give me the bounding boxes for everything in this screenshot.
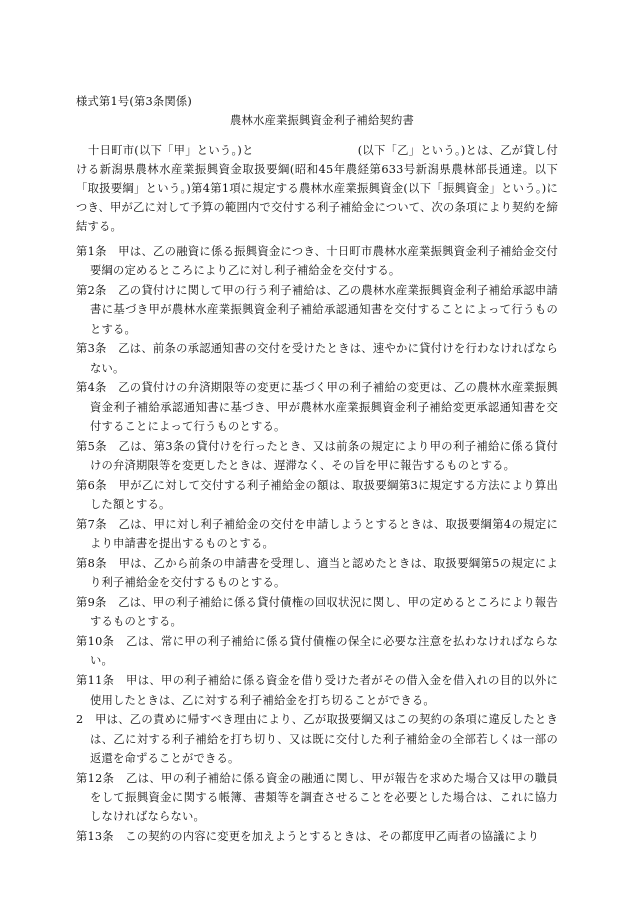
article-item	[76, 339, 558, 377]
article-item	[76, 515, 558, 553]
article-item	[76, 671, 558, 709]
article-item	[76, 769, 558, 827]
article-item	[76, 281, 558, 339]
article-text: 乙は、甲の利子補給に係る資金の融通に関し、甲が報告を求めた場合又は甲の職員をして振興資金に関する帳簿、書類等を調査させることを必要とした場合は、これに協力しなければならない。	[90, 771, 558, 824]
article-number: 第12条	[76, 771, 115, 785]
article-text: 乙の貸付けに関して甲の行う利子補給は、乙の農林水産業振興資金利子補給承認申請書に基づき甲が農林水産業振興資金利子補給承認通知書を交付することによって行うものとする。	[90, 284, 558, 336]
article-number: 第7条	[76, 517, 107, 531]
article-item	[76, 554, 558, 592]
article-list	[76, 242, 558, 847]
article-item	[76, 827, 558, 846]
article-item	[76, 476, 558, 514]
article-text: 乙は、常に甲の利子補給に係る貸付債権の保全に必要な注意を払わなければならない。	[90, 635, 558, 668]
preamble-paragraph: 十日町市(以下「甲」という。)と (以下「乙」という。)とは、乙が貸し付ける新潟県農林水産業振興資金取扱要綱(昭和45年農経第633号新潟県農林部長通達。以下「取扱要綱」という。)第4第1項に規定する農林水産業振興資金(以下「振興資金」という。)につき、甲が乙に対して予算の範囲内で交付する利子補給金について、次の条項により契約を締結する。	[76, 144, 558, 233]
article-number: 第6条	[76, 478, 107, 492]
article-item	[76, 378, 558, 436]
article-text: 甲は、甲の利子補給に係る資金を借り受けた者がその借入金を借入れの目的以外に使用したときは、乙に対する利子補給金を打ち切ることができる。	[90, 674, 558, 707]
article-text: 乙は、前条の承認通知書の交付を受けたときは、速やかに貸付けを行わなければならない。	[90, 342, 558, 375]
article-number: 第1条	[76, 245, 107, 258]
article-number: 第13条	[76, 830, 114, 844]
article-number: 第8条	[76, 557, 107, 571]
article-text: 甲は、乙の融資に係る振興資金につき、十日町市農林水産業振興資金利子補給金交付要綱の定めるところにより乙に対し利子補給金を交付する。	[90, 245, 558, 278]
article-text: 乙の貸付けの弁済期限等の変更に基づく甲の利子補給の変更は、乙の農林水産業振興資金利子補給承認通知書に基づき、甲が農林水産業振興資金利子補給変更承認通知書を交付することによって行うものとする。	[90, 381, 558, 433]
article-text: 乙は、第3条の貸付けを行ったとき、又は前条の規定により甲の利子補給に係る貸付けの弁済期限等を変更したときは、遅滞なく、その旨を甲に報告するものとする。	[90, 439, 558, 472]
article-number: 第4条	[76, 381, 107, 395]
article-item	[76, 710, 558, 768]
form-number-label: 様式第1号(第3条関係)	[76, 95, 192, 108]
article-text: 乙は、甲の利子補給に係る貸付債権の回収状況に関し、甲の定めるところにより報告するものとする。	[90, 596, 558, 629]
article-item	[76, 632, 558, 670]
document-title: 農林水産業振興資金利子補給契約書	[230, 114, 414, 127]
article-number: 2	[76, 713, 84, 727]
article-text: 甲が乙に対して交付する利子補給金の額は、取扱要綱第3に規定する方法により算出した額とする。	[90, 478, 558, 512]
article-text: 乙は、甲に対し利子補給金の交付を申請しようとするときは、取扱要綱第4の規定により申請書を提出するものとする。	[90, 517, 558, 551]
article-text: 甲は、乙の責めに帰すべき理由により、乙が取扱要綱又はこの契約の条項に違反したときは、乙に対する利子補給を打ち切り、又は既に交付した利子補給金の全部若しくは一部の返還を命ずることができる。	[90, 713, 559, 765]
article-number: 第3条	[76, 342, 107, 356]
article-item	[76, 437, 558, 475]
article-number: 第2条	[76, 284, 107, 298]
article-text: この契約の内容に変更を加えようとするときは、その都度甲乙両者の協議により	[125, 830, 540, 844]
article-item	[76, 593, 558, 631]
article-number: 第9条	[76, 596, 107, 610]
article-number: 第11条	[76, 674, 115, 688]
article-item	[76, 242, 558, 280]
article-number: 第5条	[76, 439, 107, 453]
article-text: 甲は、乙から前条の申請書を受理し、適当と認めたときは、取扱要綱第5の規定により利子補給金を交付するものとする。	[90, 557, 558, 590]
article-number: 第10条	[76, 635, 115, 649]
